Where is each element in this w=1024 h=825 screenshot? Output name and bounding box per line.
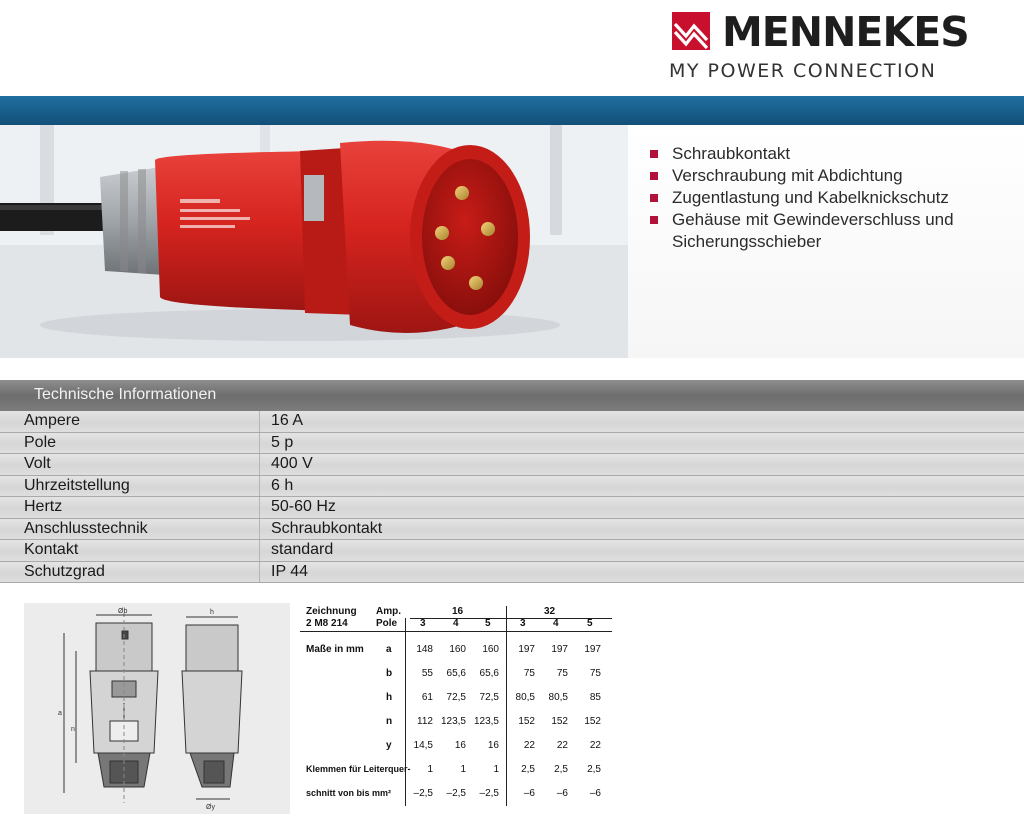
table-row <box>0 476 1024 498</box>
row-label: Hertz <box>24 498 63 515</box>
row-label: Anschlusstechnik <box>24 519 148 537</box>
table-row: b 55 65,6 65,6 75 75 75 <box>386 668 601 679</box>
row-value: 5 p <box>271 433 294 451</box>
row-value: 16 A <box>271 412 304 429</box>
row-label: Uhrzeitstellung <box>24 476 130 494</box>
row-value: standard <box>271 541 334 558</box>
svg-text:a: a <box>58 710 62 717</box>
table-row <box>0 540 1024 562</box>
svg-text:h: h <box>210 609 214 616</box>
table-row: Zeichnung Amp. 16 32 <box>306 606 556 617</box>
row-label: Ampere <box>24 412 81 429</box>
plug-drawing-icon <box>24 603 290 814</box>
bullet-icon <box>650 194 658 202</box>
row-value: IP 44 <box>271 562 309 580</box>
row-label: Pole <box>24 433 57 451</box>
bullet-icon <box>650 216 658 224</box>
dimensions-table <box>300 606 612 802</box>
technical-drawing <box>24 603 290 814</box>
row-label: Schutzgrad <box>24 562 105 580</box>
row-value: Schraubkontakt <box>271 519 383 537</box>
table-row: schnitt von bis mm² –2,5 –2,5 –2,5 –6 –6 –6 <box>306 788 601 799</box>
row-value: 6 h <box>271 476 294 494</box>
table-row <box>0 433 1024 455</box>
svg-text:n: n <box>71 726 75 733</box>
row-value: 400 V <box>271 455 313 472</box>
header-bar <box>0 96 1024 125</box>
feature-item: Verschraubung mit Abdichtung <box>650 165 1010 187</box>
brand-logo <box>669 8 972 86</box>
table-row: h 61 72,5 72,5 80,5 80,5 85 <box>386 692 601 703</box>
table-row: Klemmen für Leiterquer- 1 1 1 2,5 2,5 2,5 <box>306 764 601 775</box>
feature-item: Gehäuse mit Gewindeverschluss und Sicherungsschieber <box>650 209 1010 253</box>
bullet-icon <box>650 172 658 180</box>
tech-info-table <box>0 411 1024 583</box>
row-label: Volt <box>24 455 51 472</box>
brand-tagline: MY POWER CONNECTION <box>669 60 937 82</box>
table-row: Maße in mm a 148 160 160 197 197 197 <box>306 644 601 655</box>
page-header <box>0 0 1024 96</box>
brand-name: MENNEKES <box>722 8 969 56</box>
bullet-icon <box>650 150 658 158</box>
feature-item: Zugentlastung und Kabelknickschutz <box>650 187 1010 209</box>
table-row: 2 M8 214 Pole 3 4 5 3 4 5 <box>306 618 593 629</box>
table-row <box>0 497 1024 519</box>
table-row <box>0 411 1024 433</box>
product-photo <box>0 125 628 358</box>
tech-info-header <box>0 380 1024 411</box>
feature-panel <box>628 125 1024 358</box>
brand-logo-mark-icon <box>672 12 710 50</box>
svg-text:Øy: Øy <box>206 804 215 811</box>
row-value: 50-60 Hz <box>271 498 336 515</box>
feature-list <box>650 143 1010 253</box>
svg-text:Øb: Øb <box>118 608 128 615</box>
table-row: n 112 123,5 123,5 152 152 152 <box>386 716 601 727</box>
table-row <box>0 562 1024 584</box>
table-row <box>0 519 1024 541</box>
row-label: Kontakt <box>24 541 79 558</box>
cee-plug-image-icon <box>0 125 628 358</box>
table-row: y 14,5 16 16 22 22 22 <box>386 740 601 751</box>
table-row <box>0 454 1024 476</box>
tech-info-title: Technische Informationen <box>34 386 217 403</box>
feature-item: Schraubkontakt <box>650 143 1010 165</box>
